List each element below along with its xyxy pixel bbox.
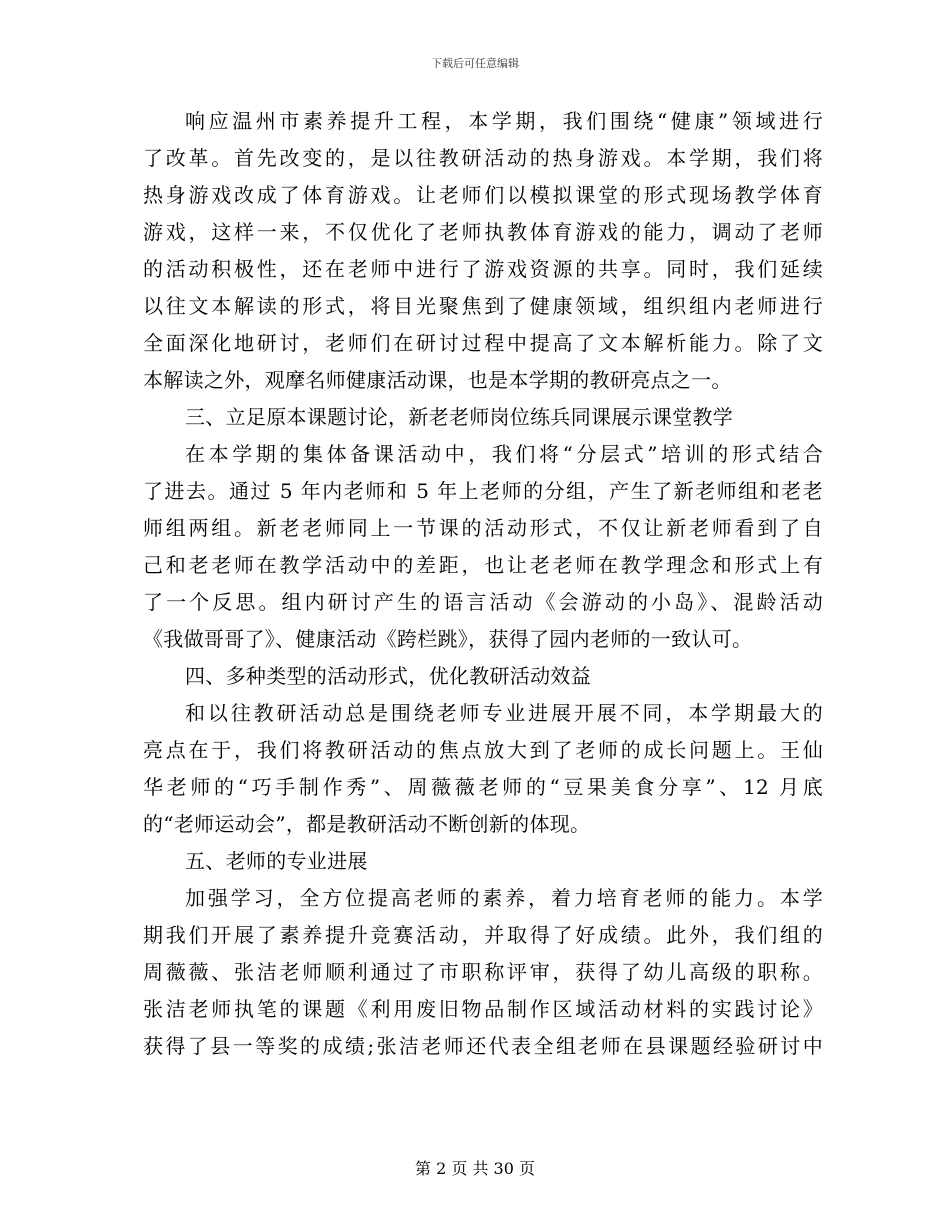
document-body <box>143 103 823 1065</box>
text-line: 张洁老师执笔的课题《利用废旧物品制作区域活动材料的实践讨论》 <box>143 997 823 1021</box>
text-line: 了一个反思。组内研讨产生的语言活动《会游动的小岛》、混龄活动 <box>143 590 823 614</box>
text-line: 己和老老师在教学活动中的差距，也让老老师在教学理念和形式上有 <box>143 553 823 577</box>
text-line: 期我们开展了素养提升竞赛活动，并取得了好成绩。此外，我们组的 <box>143 923 823 947</box>
text-line: 《我做哥哥了》、健康活动《跨栏跳》，获得了园内老师的一致认可。 <box>143 627 753 651</box>
text-line: 周薇薇、张洁老师顺利通过了市职称评审，获得了幼儿高级的职称。 <box>143 960 823 984</box>
page-header: 下载后可任意编辑 <box>431 57 519 70</box>
text-line: 了改革。首先改变的，是以往教研活动的热身游戏。本学期，我们将 <box>143 146 823 170</box>
text-line: 了进去。通过 5 年内老师和 5 年上老师的分组，产生了新老师组和老老 <box>143 479 823 503</box>
text-line: 三、立足原本课题讨论，新老老师岗位练兵同课展示课堂教学 <box>185 405 734 429</box>
text-line: 本解读之外，观摩名师健康活动课，也是本学期的教研亮点之一。 <box>143 368 732 392</box>
text-line: 的活动积极性，还在老师中进行了游戏资源的共享。同时，我们延续 <box>143 257 823 281</box>
text-line: 游戏，这样一来，不仅优化了老师执教体育游戏的能力，调动了老师 <box>143 220 823 244</box>
text-line: 亮点在于，我们将教研活动的焦点放大到了老师的成长问题上。王仙 <box>143 738 823 762</box>
text-line: 的“老师运动会”，都是教研活动不断创新的体现。 <box>143 812 591 836</box>
text-line: 热身游戏改成了体育游戏。让老师们以模拟课堂的形式现场教学体育 <box>143 183 823 207</box>
page-footer: 第 2 页 共 30 页 <box>415 1159 535 1178</box>
text-line: 全面深化地研讨，老师们在研讨过程中提高了文本解析能力。除了文 <box>143 331 823 355</box>
text-line: 在本学期的集体备课活动中，我们将“分层式”培训的形式结合 <box>185 442 823 466</box>
text-line: 四、多种类型的活动形式，优化教研活动效益 <box>185 664 591 688</box>
text-line: 以往文本解读的形式，将目光聚焦到了健康领域，组织组内老师进行 <box>143 294 823 318</box>
text-line: 华老师的“巧手制作秀”、周薇薇老师的“豆果美食分享”、12 月底 <box>143 775 823 799</box>
text-line: 和以往教研活动总是围绕老师专业进展开展不同，本学期最大的 <box>185 701 823 725</box>
text-line: 五、老师的专业进展 <box>185 849 368 873</box>
text-line: 师组两组。新老老师同上一节课的活动形式，不仅让新老师看到了自 <box>143 516 823 540</box>
text-line: 响应温州市素养提升工程，本学期，我们围绕“健康”领域进行 <box>185 109 823 133</box>
text-line: 获得了县一等奖的成绩;张洁老师还代表全组老师在县课题经验研讨中 <box>143 1034 823 1058</box>
text-line: 加强学习，全方位提高老师的素养，着力培育老师的能力。本学 <box>185 886 823 910</box>
